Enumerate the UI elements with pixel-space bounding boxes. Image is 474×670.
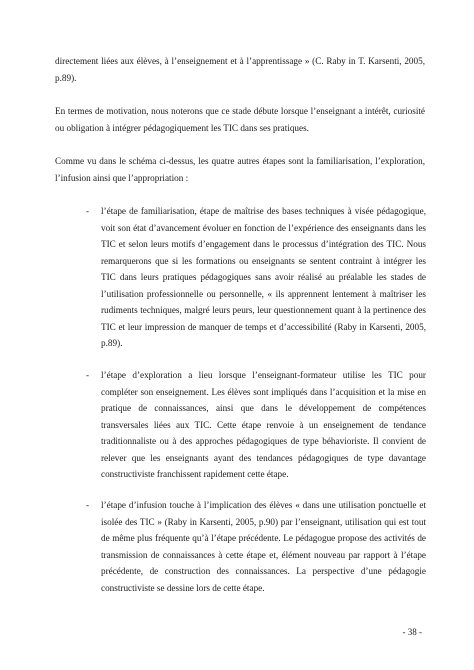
page-number: - 38 - [402,627,422,637]
paragraph-motivation: En termes de motivation, nous noterons que ce stade débute lorsque l’enseignant a intérêt, curiosité ou obligation à intégrer pédagogiquement les TIC dans ses pratiques. [55,106,425,133]
list-marker: - [86,370,90,380]
list-marker: - [86,206,90,216]
paragraph-citation-end: directement liées aux élèves, à l’enseignement et à l’apprentissage » (C. Raby in T. Karsenti, 2005, p.89). [55,56,425,83]
paragraph-stages-intro: Comme vu dans le schéma ci-dessus, les quatre autres étapes sont la familiarisation, l’exploration, l’infusion ainsi que l’appropriation : [55,156,425,183]
list-item-infusion: l’étape d’infusion touche à l’implication des élèves « dans une utilisation ponctuelle et isolée des TIC » (Raby in Karsenti, 2005, p.90) par l’enseignant, utilisation qui est tout de même plus fréquente qu’à l’étape précédente. Le pédagogue propose des activités de transmission de connaissances à cette étape et, élément nouveau par rapport à l’étape précédente, de construction des connaissances. La perspective d’une pédagogie constructiviste se dessine lors de cette étape. [101,500,426,593]
list-item-familiarisation: l’étape de familiarisation, étape de maîtrise des bases techniques à visée pédagogique, voit son état d’avancement évoluer en fonction de l’expérience des enseignants dans les TIC et selon leurs motifs d’engagement dans le processus d’intégration des TIC. Nous remarquerons que si les formations ou enseignants se sentent contraint à intégrer les TIC dans leurs pratiques pédagogiques sans avoir réalisé au préalable les stades de l’utilisation professionnelle ou personnelle, « ils apprennent lentement à maîtriser les rudiments techniques, malgré leurs peurs, leur questionnement quant à la pertinence des TIC et leur impression de manquer de temps et d’accessibilité (Raby in Karsenti, 2005, p.89). [101,206,426,349]
list-marker: - [86,500,90,510]
list-item-exploration: l’étape d’exploration a lieu lorsque l’enseignant-formateur utilise les TIC pour compléter son enseignement. Les élèves sont impliqués dans l’acquisition et la mise en pratique de connaissances, ainsi que dans le développement de compétences transversales liées aux TIC. Cette étape renvoie à un enseignement de tendance traditionnaliste ou à des approches pédagogiques de type béhavioriste. Il convient de relever que les enseignants ayant des tendances pédagogiques de type davantage constructiviste franchissent rapidement cette étape. [101,370,426,480]
